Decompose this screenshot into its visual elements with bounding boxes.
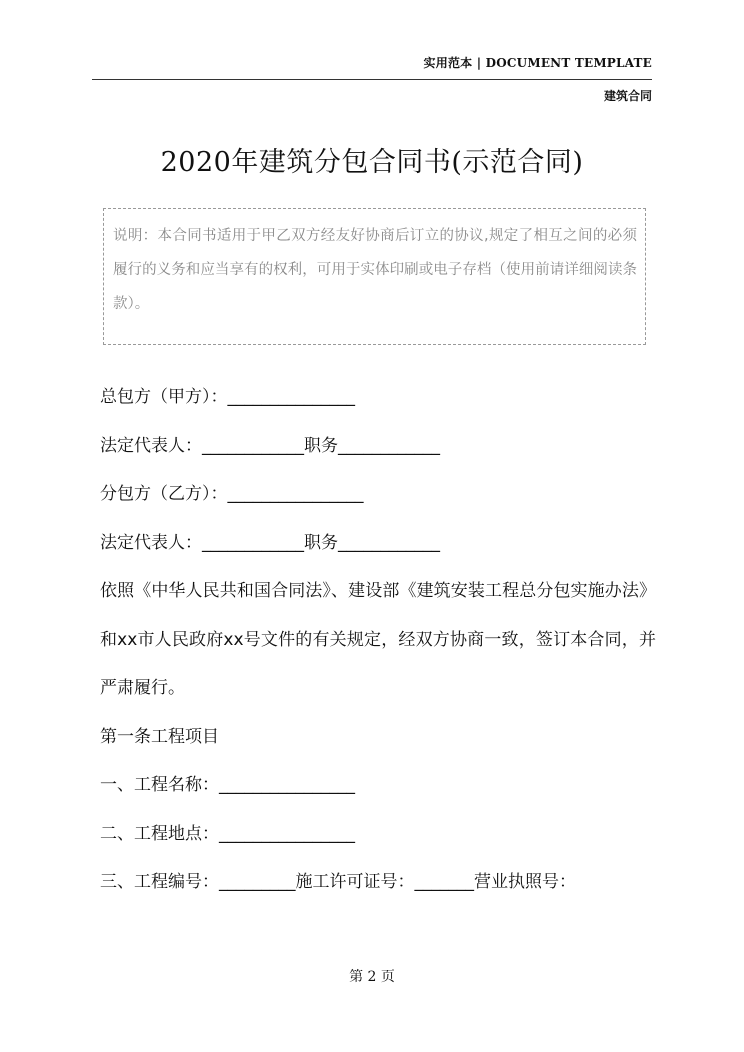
legal-representative-line-1: 法定代表人：____________职务____________ <box>100 435 440 456</box>
page-number: 第 2 页 <box>349 969 395 985</box>
header-divider <box>92 79 652 80</box>
description-note-box: 说明：本合同书适用于甲乙双方经友好协商后订立的协议,规定了相互之间的必须履行的义务和应当享有的权利，可用于实体印刷或电子存档（使用前请详细阅读条款）。 <box>103 208 646 345</box>
legal-representative-line-2: 法定代表人：____________职务____________ <box>100 532 440 553</box>
legal-basis-paragraph: 依照《中华人民共和国合同法》、建设部《建筑安装工程总分包实施办法》和xx市人民政府xx号文件的有关规定，经双方协商一致，签订本合同，并严肃履行。 <box>100 581 656 698</box>
project-name-line: 一、工程名称：________________ <box>100 775 355 795</box>
contract-body <box>100 373 656 907</box>
project-location-line: 二、工程地点：________________ <box>100 823 355 844</box>
header-template-label: 实用范本 | DOCUMENT TEMPLATE <box>423 56 652 70</box>
header-category-label: 建筑合同 <box>603 89 652 103</box>
document-title: 2020年建筑分包合同书(示范合同) <box>160 147 584 178</box>
general-contractor-line: 总包方（甲方）：_______________ <box>100 387 355 407</box>
article-1-heading: 第一条工程项目 <box>100 726 219 747</box>
project-number-line: 三、工程编号：_________施工许可证号：_______营业执照号： <box>100 872 576 892</box>
subcontractor-line: 分包方（乙方）：________________ <box>100 484 364 504</box>
